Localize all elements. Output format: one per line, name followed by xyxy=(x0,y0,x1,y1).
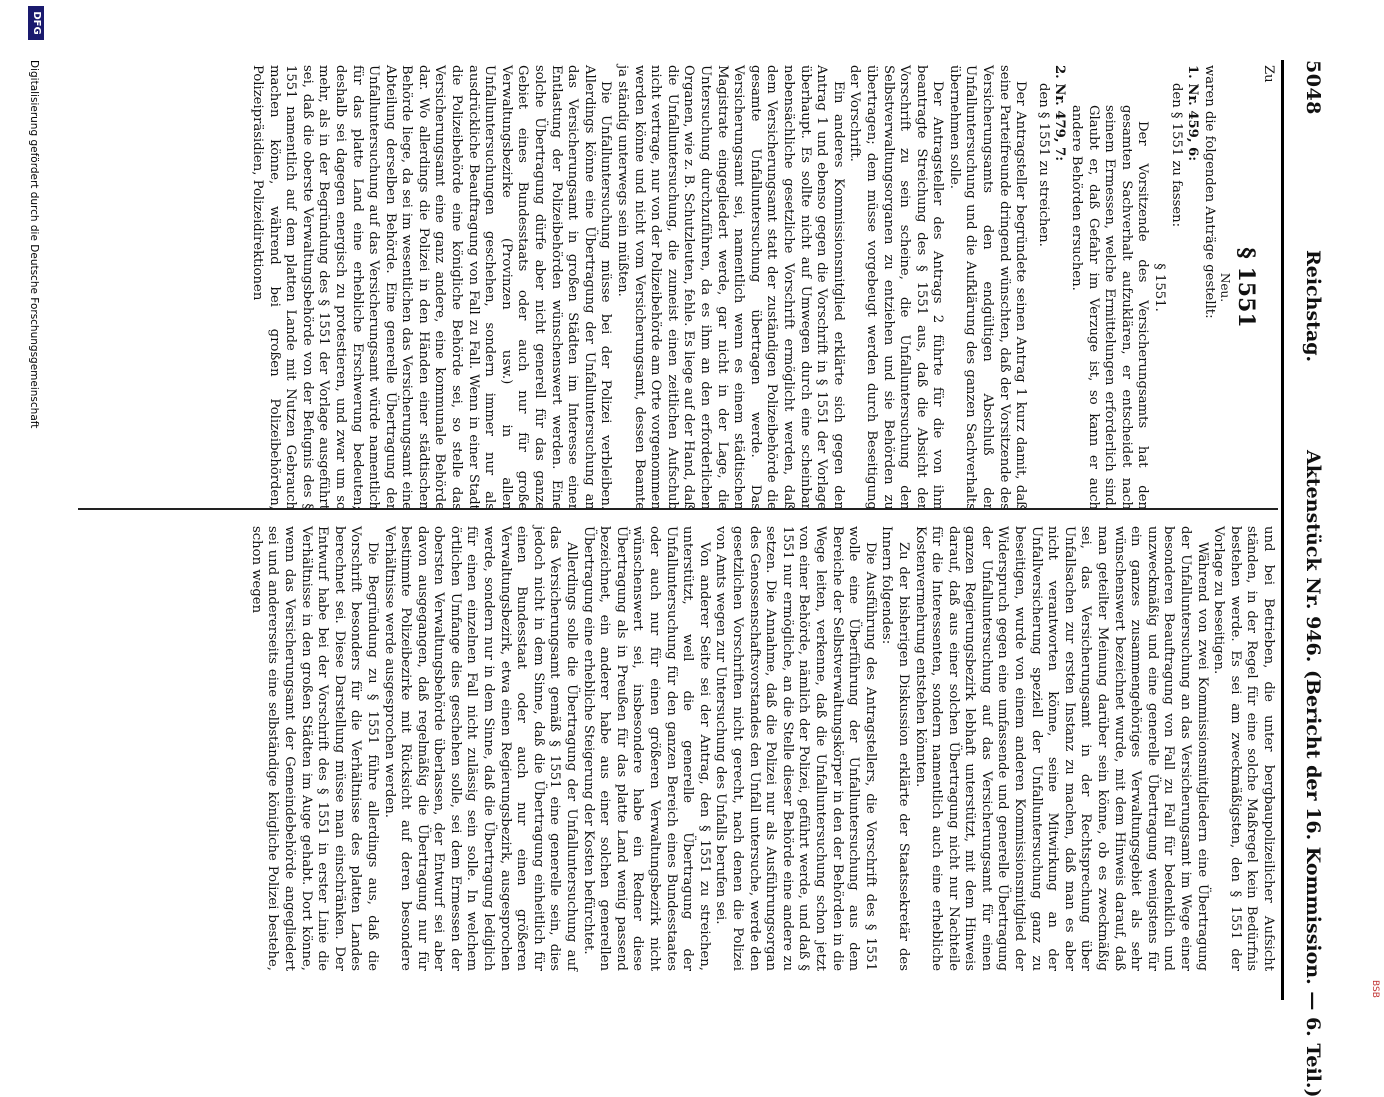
paragraph: Ein anderes Kommissionsmitglied erklärte sich gegen den Antrag 1 und ebenso gegen die Vorschrift in § 1551 der Vorlage überhaupt. Es sollte nicht auf Umwegen durch eine scheinbar nebensächliche gesetzliche Vorschrift ermöglicht werden, daß dem Versicherungsamt statt der zuständigen Polizeibehörde die gesamte Unfalluntersuchung übertragen werde. Das Versicherungsamt sei, namentlich wenn es einem städtischen Magistrate eingegliedert werde, gar nicht in der Lage, die Untersuchung durchzuführen, da es ihm an den erforderlichen Organen, wie z. B. Schutzleuten, fehle. Es liege auf der Hand, daß die Unfalluntersuchung, die zumeist einen zeitlichen Aufschub nicht vertrage, nur von der Polizeibehörde am Orte vorgenommen werden könne und nicht vom Versicherungsamt, dessen Beamte ja ständig unterwegs sein müßten. xyxy=(615,65,846,510)
header-rule xyxy=(1281,60,1284,1000)
paragraph: Während von zwei Kommissionsmitgliedern eine Übertragung der Unfalluntersuchung an das Versicherungsamt im Wege einer besonderen Beauftragung von Fall zu Fall für bedenklich und unzweckmäßig und eine generelle Übertragung wenigstens für ein ganzes zusammengehöriges Verwaltungsgebiet als sehr wünschenswert bezeichnet wurde, mit dem Hinweis darauf, daß man geteilter Meinung darüber sein könne, ob es zweckmäßig sei, das Versicherungsamt in der Rechtsprechung über Unfallsachen zur ersten Instanz zu machen, daß man es aber nicht verantworten könne, seine Mitwirkung an der Unfallversicherung speziell der Unfalluntersuchung ganz zu beseitigen, wurde von einem anderen Kommissionsmitglied der Widerspruch gegen eine umfassende und generelle Übertragung der Unfalluntersuchung auf das Versicherungsamt für einen ganzen Regierungsbezirk lebhaft unterstützt, mit dem Hinweis darauf, daß aus einer solchen Übertragung nicht nur Nachteile für die Interessenten, sondern namentlich auch eine erhebliche Kostenvermehrung entstehen könnten. xyxy=(912,526,1210,971)
header-document-title: Aktenstück Nr. 946. xyxy=(1302,450,1324,663)
page-number: 5048 xyxy=(1302,60,1324,115)
section-heading: § 1551 xyxy=(1233,247,1260,328)
paragraph: Der Antragsteller begründete seinen Antrag 1 kurz damit, daß seine Parteifreunde dringend wünschten, daß der Vorsitzende des Versicherungsamts den endgültigen Abschluß der Unfalluntersuchung und die Aufklärung des ganzen Sachverhalts übernehmen solle. xyxy=(946,65,1029,510)
item-2-label: 2. Nr. 479, 7: xyxy=(1052,65,1068,162)
paragraph: Die Ausführung des Antragstellers, die Vorschrift des § 1551 wolle eine Überführung der Unfalluntersuchung aus dem Bereiche der Selbstverwaltungskörper in den der Behörden in die Wege leiten, verkenne, daß die Unfalluntersuchung schon jetzt von einer Behörde, nämlich der Polizei, geführt werde, und daß § 1551 nur ermögliche, an die Stelle dieser Behörde eine andere zu setzen. Die Annahme, daß die Polizei nur als Ausführungsorgan des Genossenschaftsvorstandes den Unfall untersuche, werde den gesetzlichen Vorschriften nicht gerecht, nach denen die Polizei von Amts wegen zur Untersuchung des Unfalls berufen sei. xyxy=(713,526,878,971)
page-header xyxy=(1288,60,1332,1097)
library-stamp: BSB xyxy=(1370,980,1380,998)
paragraph: Die Begründung zu § 1551 führe allerdings aus, daß die Vorschrift besonders für die Verhältnisse des platten Landes berechnet sei. Diese Darstellung müsse man einschränken. Der Entwurf habe bei der Vorschrift des § 1551 in erster Linie die Verhältnisse in den großen Städten im Auge gehabt. Dort könne, wenn das Versicherungsamt der Gemeindebehörde angegliedert sei und andererseits eine selbständige königliche Polizei bestehe, schon wegen xyxy=(248,526,380,971)
paragraph: Allerdings solle die Übertragung der Unfalluntersuchung auf das Versicherungsamt gemäß § 1551 eine generelle sein, dies jedoch nicht in dem Sinne, daß die Übertragung einheitlich für einen Bundesstaat oder auch nur einen größeren Verwaltungsbezirk, etwa einen Regierungsbezirk, ausgesprochen werde, sondern nur in dem Sinne, daß die Übertragung lediglich für einen einzelnen Fall nicht zulässig sein solle. In welchem örtlichen Umfange dies geschehen solle, sei dem Ermessen der obersten Verwaltungsbehörde überlassen, der Entwurf sei aber davon ausgegangen, daß regelmäßig die Übertragung nur für bestimmte Polizeibezirke mit Rücksicht auf deren besondere Verhältnisse werde ausgesprochen werden. xyxy=(381,526,580,971)
paragraph: Zu der bisherigen Diskussion erklärte der Staatssekretär des Innern folgendes: xyxy=(879,526,911,971)
intro-zu: Zu xyxy=(1261,65,1276,83)
paragraph: und bei Betrieben, die unter bergbaupolizeilicher Aufsicht ständen, in der Regel für eine solche Maßregel kein Bedürfnis bestehen werde. Es sei am zweckmäßigsten, den § 1551 der Vorlage zu beseitigen. xyxy=(1211,526,1276,971)
left-column xyxy=(248,65,1276,510)
intro-line: waren die folgenden Anträge gestellt: xyxy=(1201,65,1217,319)
item-1-text: den § 1551 zu fassen: xyxy=(1168,83,1184,228)
column-divider xyxy=(78,508,1278,510)
dfg-logo: DFG xyxy=(28,6,44,40)
paragraph: Von anderer Seite sei der Antrag, den § 1551 zu streichen, unterstützt, weil die generelle Übertragung der Unfalluntersuchung für den ganzen Bereich eines Bundesstaates oder auch nur für einen größeren Verwaltungsbezirk nicht wünschenswert sei, insbesondere habe ein Redner diese Übertragung als in Preußen für das platte Land wenig passend bezeichnet, ein anderer habe aus einer solchen generellen Übertragung eine erhebliche Steigerung der Kosten befürchtet. xyxy=(580,526,712,971)
item-2-text: den § 1551 zu streichen. xyxy=(1035,83,1051,247)
digitization-credit: Digitalisierung gefördert durch die Deutsche Forschungsgemeinschaft xyxy=(28,60,40,429)
paragraph: Der Antragsteller des Antrags 2 führte für die von ihm beantragte Streichung des § 1551 aus, daß die Absicht der Vorschrift zu sein scheine, die Unfalluntersuchung den Selbstverwaltungsorganen zu entziehen und sie Behörden zu übertragen; dem müsse vorgebeugt werden durch Beseitigung der Vorschrift. xyxy=(847,65,946,510)
item-1-label: 1. Nr. 459, 6: xyxy=(1185,65,1201,162)
item-1-paragraph: Der Vorsitzende des Versicherungsamts hat den gesamten Sachverhalt aufzuklären, er entscheidet nach seinem Ermessen, welche Ermittelungen erforderlich sind. Glaubt er, daß Gefahr im Verzuge ist, so kann er auch andere Behörden ersuchen. xyxy=(1069,105,1151,510)
header-report-title: (Bericht der 16. Kommission. — 6. Teil.) xyxy=(1302,670,1324,1097)
right-column xyxy=(247,526,1276,971)
section-subheading: Neu. xyxy=(1218,272,1233,303)
paragraph: Die Unfalluntersuchung müsse bei der Polizei verbleiben. Allerdings könne eine Übertragung der Unfalluntersuchung an das Versicherungsamt in großen Städten im Interesse einer Entlastung der Polizeibehörden wünschenswert werden. Eine solche Übertragung dürfe aber nicht generell für das ganze Gebiet eines Bundesstaats oder auch nur für große Verwaltungsbezirke (Provinzen usw.) in allen Unfalluntersuchungen geschehen, sondern immer nur als ausdrückliche Beauftragung von Fall zu Fall. Wenn in einer Stadt die Polizeibehörde eine königliche Behörde sei, so stelle das Versicherungsamt eine ganz andere, eine kommunale Behörde dar. Wo allerdings die Polizei in den Händen einer städtischen Behörde liege, da sei im wesentlichen das Versicherungsamt eine Abteilung derselben Behörde. Eine generelle Übertragung der Unfalluntersuchung auf das Versicherungsamt würde namentlich für das platte Land eine erhebliche Erschwerung bedeuten; deshalb sei dagegen energisch zu protestieren, und zwar um so mehr, als in der Begründung des § 1551 der Vorlage ausgeführt sei, daß die oberste Verwaltungsbehörde von der Befugnis des § 1551 namentlich auf dem platten Lande mit Nutzen Gebrauch machen könne, während bei großen Polizeibehörden, Polizeipräsidien, Polizeidirektionen xyxy=(249,65,614,510)
item-1-paragraph-title: § 1551. xyxy=(1152,263,1168,312)
header-left-title: Reichstag. xyxy=(1302,250,1324,363)
